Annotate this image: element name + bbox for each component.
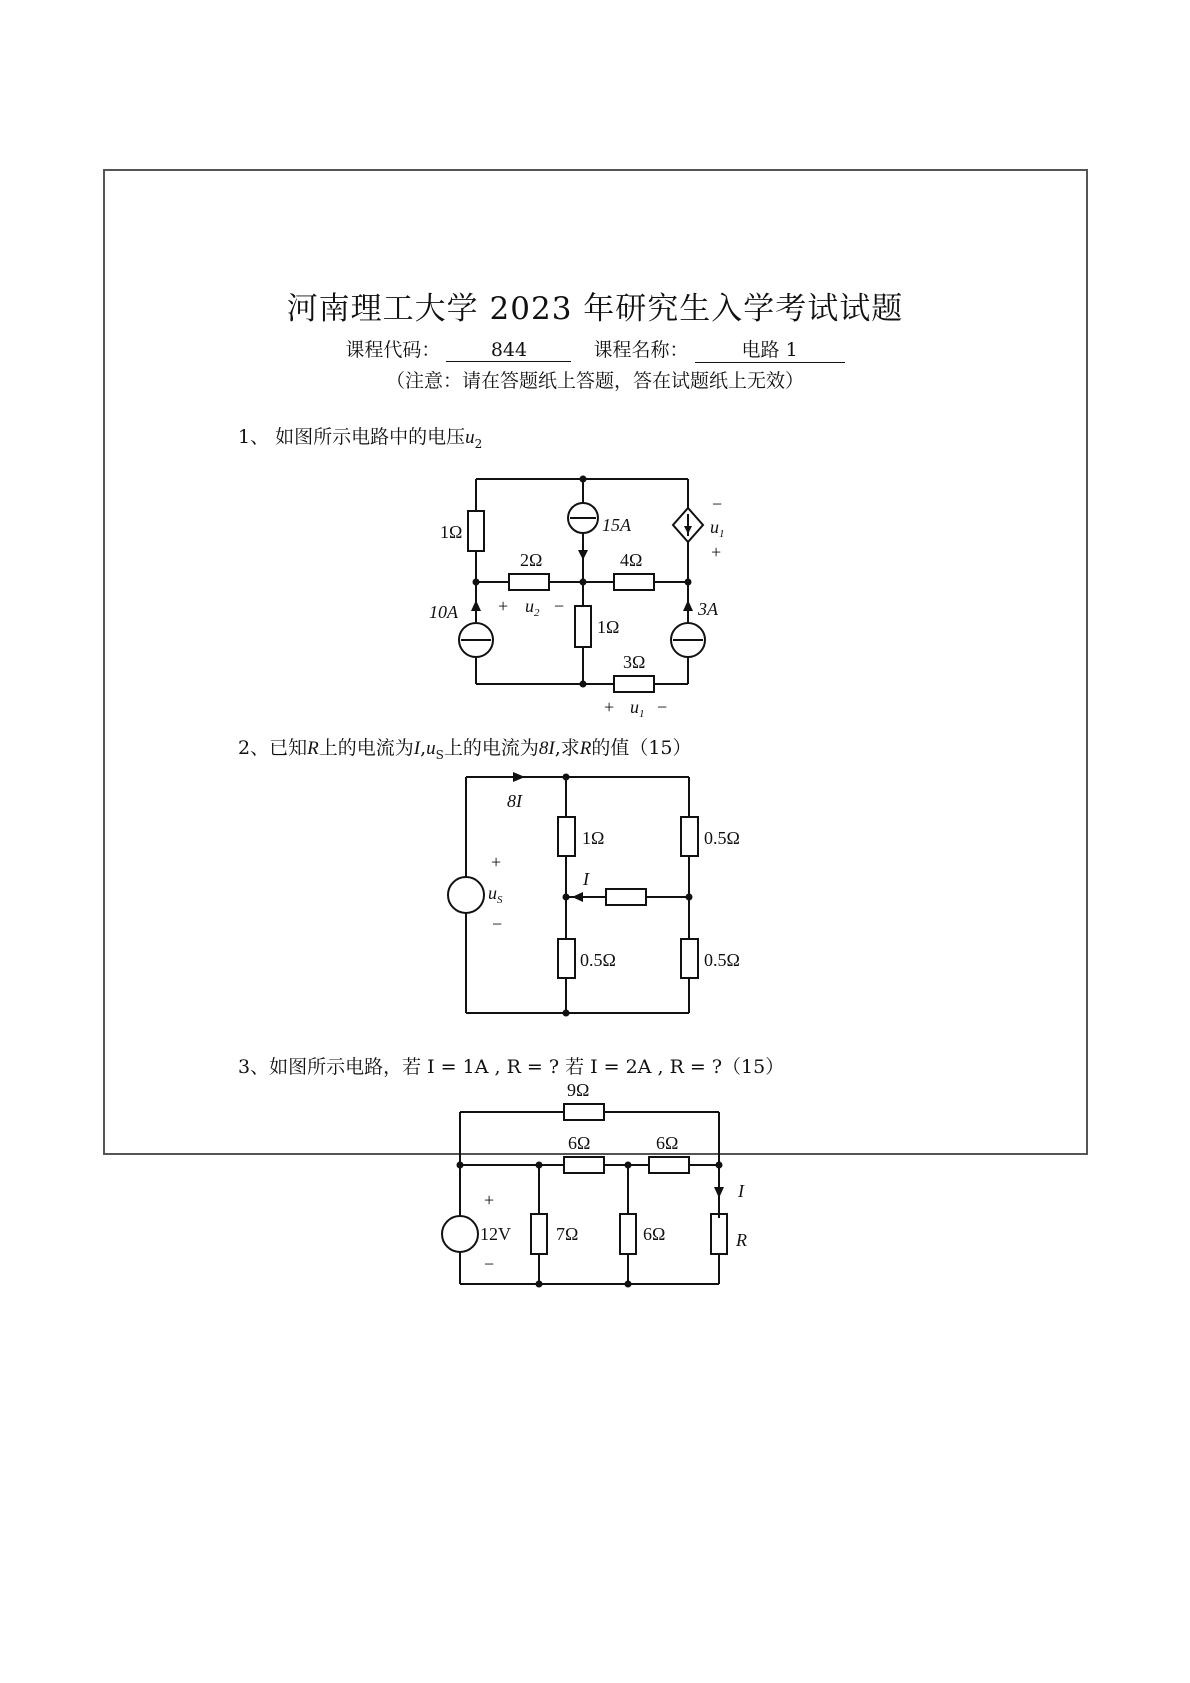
circuit-1-dep-plus: + <box>711 542 722 562</box>
course-code: 844 <box>446 339 571 362</box>
circuit-2-r2-label: 0.5Ω <box>704 828 740 848</box>
question-2-sep: , <box>420 737 427 759</box>
course-code-label: 课程代码： <box>345 339 441 361</box>
circuit-1-u1-plus: + <box>604 697 615 717</box>
question-2-text-e: 的值（15） <box>591 737 692 759</box>
circuit-1-cs2-label: 10A <box>429 602 458 622</box>
question-3-text: 如图所示电路，若 I = 1A , R = ? 若 I = 2A , R = ?（15） <box>269 1056 785 1078</box>
circuit-1-u2-minus: − <box>554 596 565 616</box>
circuit-1-u2-label: $u_2$ <box>525 596 540 619</box>
circuit-2-8i-label: 8I <box>507 791 522 811</box>
question-1-var: u <box>465 427 475 448</box>
question-2-R-2: R <box>579 738 592 759</box>
question-2-text-a: 已知 <box>269 737 308 759</box>
question-2-val: 8I <box>538 738 555 759</box>
circuit-3-v-label: 12V <box>480 1224 511 1244</box>
circuit-1-u1-label: $u_1$ <box>630 697 645 720</box>
question-2-text-b: 上的电流为 <box>318 737 414 759</box>
circuit-2-plus: + <box>491 852 502 872</box>
circuit-1-cs3-label: 3A <box>698 599 718 619</box>
exam-title: 河南理工大学 2023 年研究生入学考试试题 <box>286 291 904 327</box>
question-2-R: R <box>307 738 319 759</box>
question-1-text: 如图所示电路中的电压 <box>275 426 466 448</box>
circuit-3-r6b-label: 6Ω <box>656 1133 679 1153</box>
course-name-label: 课程名称： <box>593 339 689 361</box>
circuit-1-r4-label: 1Ω <box>597 617 620 637</box>
circuit-3-plus: + <box>484 1190 495 1210</box>
question-2-us: u <box>426 738 436 759</box>
circuit-3-minus: − <box>484 1254 495 1274</box>
circuit-2-r3-label: 0.5Ω <box>580 950 616 970</box>
question-2-I: I <box>413 738 421 759</box>
circuit-1-cs1-label: 15A <box>602 515 631 535</box>
question-2-number: 2、 <box>238 737 270 759</box>
circuit-3-R-label: R <box>736 1230 747 1250</box>
circuit-1-r2-label: 2Ω <box>520 550 543 570</box>
question-1-sub: 2 <box>474 436 483 451</box>
question-2-us-sub: S <box>435 747 444 762</box>
circuit-1-u1-minus: − <box>657 697 668 717</box>
circuit-2-minus: − <box>492 914 503 934</box>
question-2-text-d: ,求 <box>554 737 580 759</box>
circuit-1-r5-label: 3Ω <box>623 652 646 672</box>
circuit-3-r6c-label: 6Ω <box>643 1224 666 1244</box>
circuit-3-r9-label: 9Ω <box>567 1080 590 1100</box>
circuit-2-r4-label: 0.5Ω <box>704 950 740 970</box>
circuit-2-us-label: $u_S$ <box>488 883 503 906</box>
question-2-text-c: 上的电流为 <box>443 737 539 759</box>
question-3-number: 3、 <box>238 1056 270 1078</box>
circuit-1-u2-plus: + <box>498 596 509 616</box>
circuit-2-r1-label: 1Ω <box>582 828 605 848</box>
circuit-1-r1-label: 1Ω <box>440 522 463 542</box>
circuit-3-I-label: I <box>738 1181 744 1201</box>
course-name: 电路 1 <box>695 335 845 363</box>
circuit-1-dep-minus: − <box>712 494 723 514</box>
circuit-1-r3-label: 4Ω <box>620 550 643 570</box>
circuit-3-r7-label: 7Ω <box>556 1224 579 1244</box>
circuit-2-i-label: I <box>583 869 589 889</box>
exam-note: （注意：请在答题纸上答题，答在试题纸上无效） <box>385 370 804 392</box>
circuit-1-dep-label: $u_1$ <box>710 517 725 540</box>
circuit-3-r6a-label: 6Ω <box>568 1133 591 1153</box>
question-1-number: 1、 <box>238 426 270 448</box>
